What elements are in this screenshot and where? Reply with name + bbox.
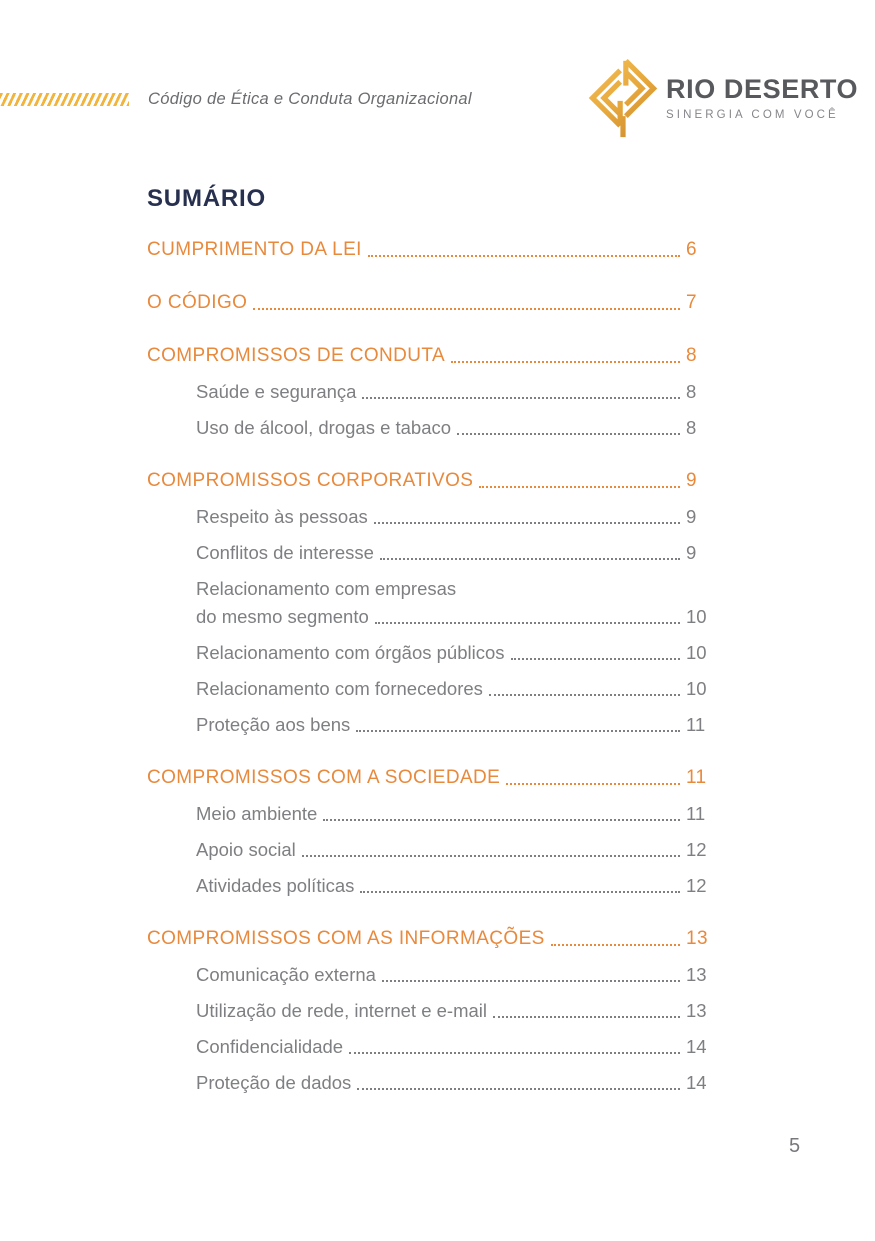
toc-page-number: 11 (686, 714, 706, 735)
toc-entry-label: Apoio social (196, 839, 296, 860)
dotted-leader (479, 486, 680, 488)
dotted-leader (362, 397, 680, 399)
logo-tagline: SINERGIA COM VOCÊ (666, 108, 839, 121)
toc-entry-label: Uso de álcool, drogas e tabaco (196, 417, 452, 438)
toc-page-number: 8 (686, 345, 697, 366)
toc-page-number: 11 (686, 803, 706, 824)
dotted-leader (551, 944, 680, 946)
dotted-leader (356, 730, 680, 732)
toc-item-entry[interactable] (147, 707, 710, 743)
company-logo (588, 57, 858, 139)
toc-page-number: 9 (686, 506, 697, 527)
toc-entry-label: Conflitos de interesse (196, 542, 374, 563)
dotted-leader (511, 658, 680, 660)
toc-item-entry[interactable] (147, 671, 710, 707)
toc-entry-label: COMPROMISSOS DE CONDUTA (147, 345, 446, 366)
toc-page-number: 8 (686, 417, 697, 438)
toc-section-entry[interactable] (147, 921, 710, 957)
toc-entry-label: Comunicação externa (196, 964, 376, 985)
toc-section-entry[interactable] (147, 285, 710, 321)
dotted-leader (506, 783, 680, 785)
page-number: 5 (789, 1135, 801, 1157)
toc-page-number: 10 (686, 678, 707, 699)
dotted-leader (302, 855, 680, 857)
rio-deserto-logo-icon (588, 57, 658, 139)
toc-entry-label: Confidencialidade (196, 1036, 344, 1057)
toc-item-entry[interactable] (147, 957, 710, 993)
dotted-leader (451, 361, 680, 363)
toc-entry-label: Proteção de dados (196, 1072, 352, 1093)
document-title: Código de Ética e Conduta Organizacional (148, 90, 472, 108)
toc-page-number: 10 (686, 606, 707, 627)
toc-entry-label: Meio ambiente (196, 803, 318, 824)
toc-item-entry-line1[interactable]: Relacionamento com empresas (196, 578, 457, 599)
toc-page-number: 14 (686, 1072, 707, 1093)
toc-item-entry[interactable] (147, 535, 710, 571)
toc-entry-label: COMPROMISSOS COM AS INFORMAÇÕES (147, 928, 545, 949)
toc-item-entry[interactable] (147, 1029, 710, 1065)
toc-section-entry[interactable] (147, 760, 710, 796)
toc-item-entry[interactable] (147, 410, 710, 446)
toc-item-entry[interactable] (147, 499, 710, 535)
toc-page-number: 13 (686, 1000, 707, 1021)
toc-page-number: 14 (686, 1036, 707, 1057)
toc-section-entry[interactable] (147, 463, 710, 499)
toc-item-entry[interactable] (147, 993, 710, 1029)
toc-entry-label: Proteção aos bens (196, 714, 351, 735)
toc-page-number: 13 (686, 928, 708, 949)
toc-page-number: 7 (686, 292, 697, 313)
dotted-leader (368, 255, 680, 257)
dotted-leader (360, 891, 680, 893)
toc-entry-label: Respeito às pessoas (196, 506, 368, 527)
dotted-leader (489, 694, 680, 696)
table-of-contents (147, 232, 710, 1101)
toc-entry-label: O CÓDIGO (147, 292, 248, 313)
toc-entry-label: Relacionamento com órgãos públicos (196, 642, 505, 663)
toc-entry-label: CUMPRIMENTO DA LEI (147, 239, 362, 260)
toc-item-entry[interactable] (147, 832, 710, 868)
toc-section-entry[interactable] (147, 232, 710, 268)
toc-page-number: 6 (686, 239, 697, 260)
toc-page-number: 12 (686, 875, 707, 896)
dotted-leader (375, 622, 680, 624)
dotted-leader (357, 1088, 680, 1090)
toc-item-entry[interactable] (147, 603, 710, 631)
toc-page-number: 12 (686, 839, 707, 860)
toc-entry-label: COMPROMISSOS CORPORATIVOS (147, 470, 474, 491)
toc-entry-label: Atividades políticas (196, 875, 355, 896)
logo-text (666, 73, 859, 121)
toc-item-entry[interactable] (147, 635, 710, 671)
toc-entry-label: Relacionamento com fornecedores (196, 678, 483, 699)
toc-section-entry[interactable] (147, 338, 710, 374)
toc-page-number: 10 (686, 642, 707, 663)
dotted-leader (493, 1016, 680, 1018)
dotted-leader (349, 1052, 680, 1054)
page-title: SUMÁRIO (147, 185, 266, 212)
toc-entry-label: Utilização de rede, internet e e-mail (196, 1000, 488, 1021)
toc-entry-label: COMPROMISSOS COM A SOCIEDADE (147, 767, 501, 788)
toc-page-number: 8 (686, 381, 697, 402)
dotted-leader (374, 522, 680, 524)
toc-item-entry[interactable] (147, 374, 710, 410)
toc-item-entry[interactable] (147, 868, 710, 904)
dotted-leader (323, 819, 680, 821)
toc-page-number: 9 (686, 542, 697, 563)
dotted-leader (380, 558, 680, 560)
toc-page-number: 11 (686, 767, 707, 788)
toc-item-entry[interactable] (147, 796, 710, 832)
toc-entry-label: do mesmo segmento (196, 606, 369, 627)
dotted-leader (457, 433, 680, 435)
toc-page-number: 9 (686, 470, 697, 491)
logo-company-name: RIO DESERTO (666, 73, 859, 104)
toc-item-entry[interactable] (147, 1065, 710, 1101)
toc-entry-label: Saúde e segurança (196, 381, 357, 402)
hatch-stripes-decoration (0, 93, 129, 106)
dotted-leader (382, 980, 680, 982)
dotted-leader (253, 308, 680, 310)
toc-page-number: 13 (686, 964, 707, 985)
